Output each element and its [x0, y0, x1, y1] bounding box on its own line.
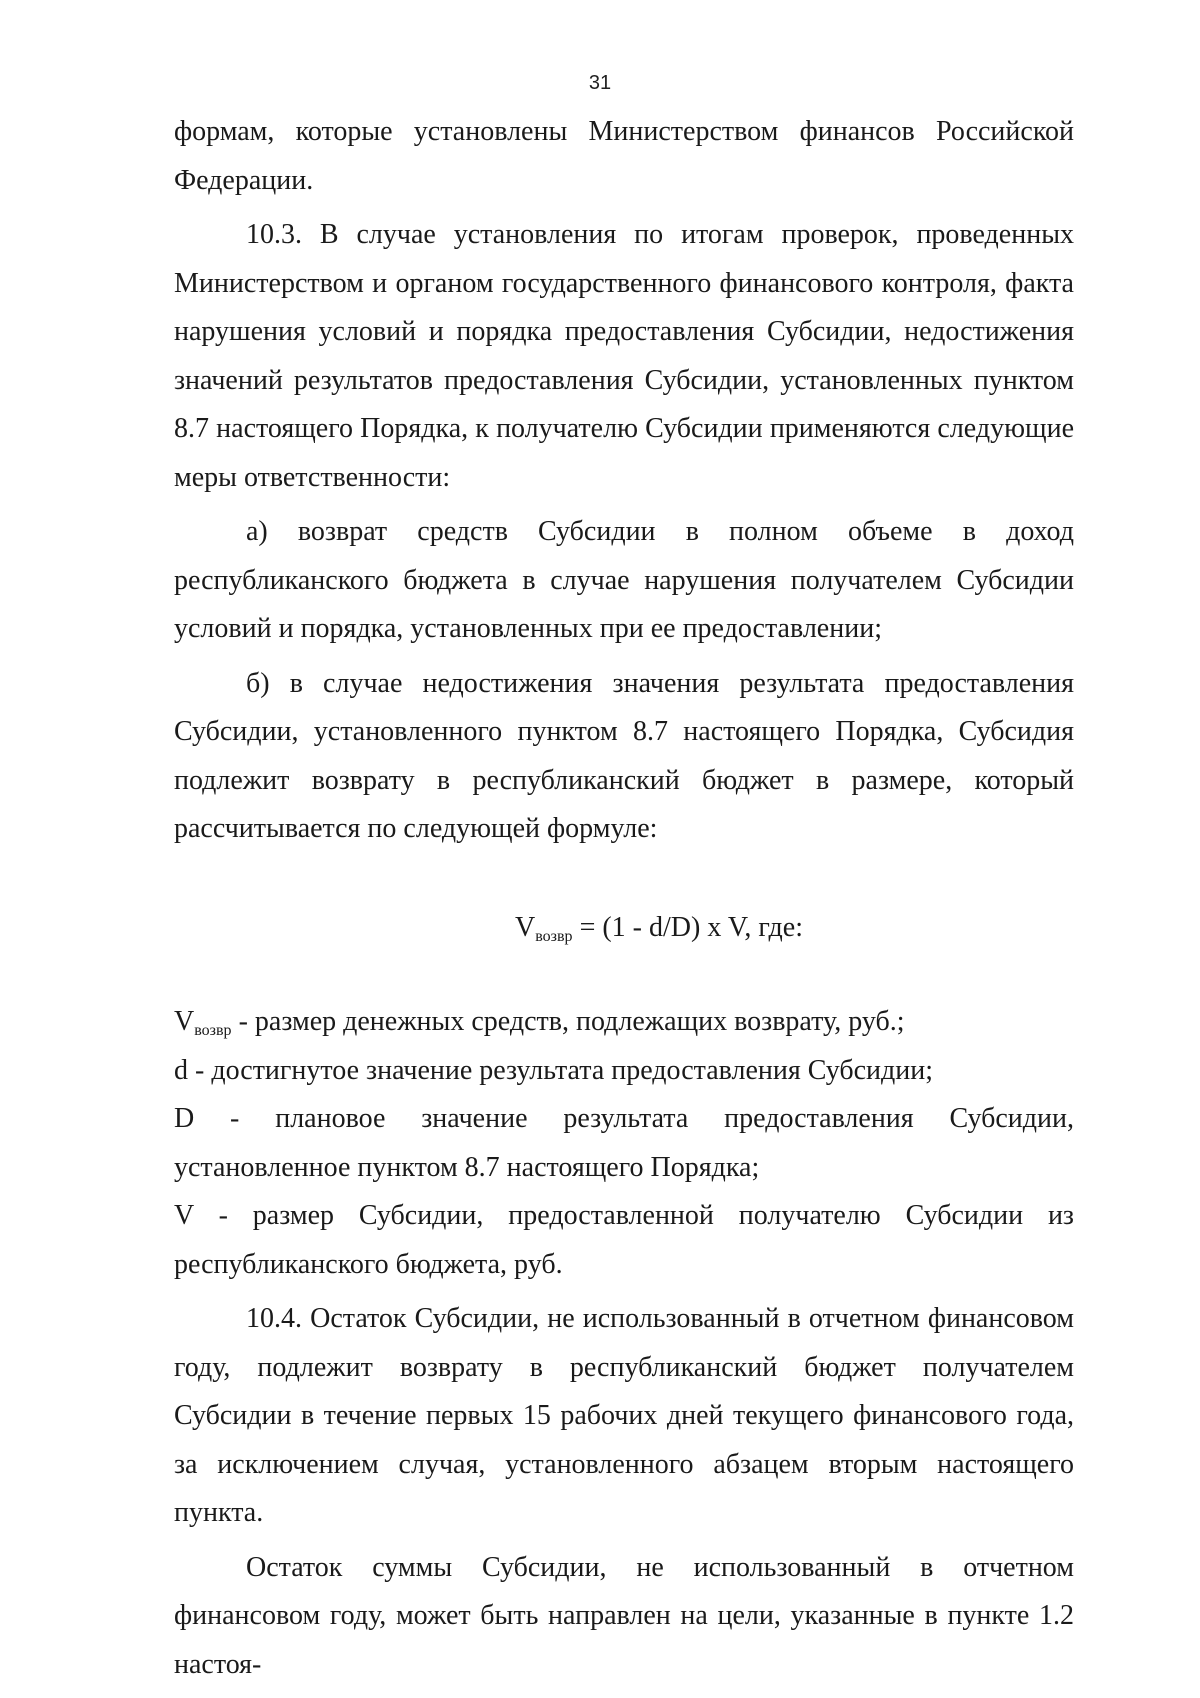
paragraph-item-a: а) возврат средств Субсидии в полном объеме в доход республиканского бюджета в случае нарушения получателем Субсидии условий и порядка, установленных при ее предоставлении; — [174, 516, 1074, 644]
definition-d-small: d - достигнутое значение результата предоставления Субсидии; — [174, 1054, 934, 1086]
formula — [174, 904, 1074, 953]
definition-subscript: возвр — [194, 1022, 232, 1039]
paragraph-remainder: Остаток суммы Субсидии, не использованный в отчетном финансовом году, может быть направлен на цели, указанные в пункте 1.2 настоя- — [174, 1551, 1074, 1680]
page-number: 31 — [588, 72, 612, 94]
formula-expression: = (1 - d/D) x V, где: — [572, 911, 803, 943]
document-body — [174, 108, 1074, 1689]
formula-symbol: V — [515, 911, 536, 943]
paragraph-continuation: формам, которые установлены Министерством финансов Российской Федерации. — [174, 116, 1074, 196]
definition-d-capital: D - плановое значение результата предоставления Субсидии, установленное пунктом 8.7 настоящего Порядка; — [174, 1103, 1074, 1183]
paragraph-10-4: 10.4. Остаток Субсидии, не использованный в отчетном финансовом году, подлежит возврату в республиканский бюджет получателем Субсидии в течение первых 15 рабочих дней текущего финансового года, за исключением случая, установленного абзацем вторым настоящего пункта. — [174, 1303, 1074, 1528]
definition-text: - размер денежных средств, подлежащих возврату, руб.; — [231, 1006, 905, 1037]
formula-subscript: возвр — [535, 927, 573, 945]
definition-symbol: V — [174, 1006, 195, 1037]
definition-v-vozvr — [174, 998, 1074, 1047]
paragraph-item-b: б) в случае недостижения значения результата предоставления Субсидии, установленного пунктом 8.7 настоящего Порядка, Субсидия подлежит возврату в республиканский бюджет в размере, который рассчитывается по следующей формуле: — [174, 667, 1074, 844]
definition-v: V - размер Субсидии, предоставленной получателю Субсидии из республиканского бюджета, руб. — [174, 1200, 1074, 1280]
paragraph-10-3: 10.3. В случае установления по итогам проверок, проведенных Министерством и органом государственного финансового контроля, факта нарушения условий и порядка предоставления Субсидии, недостижения значений результатов предоставления Субсидии, установленных пунктом 8.7 настоящего Порядка, к получателю Субсидии применяются следующие меры ответственности: — [174, 219, 1074, 493]
